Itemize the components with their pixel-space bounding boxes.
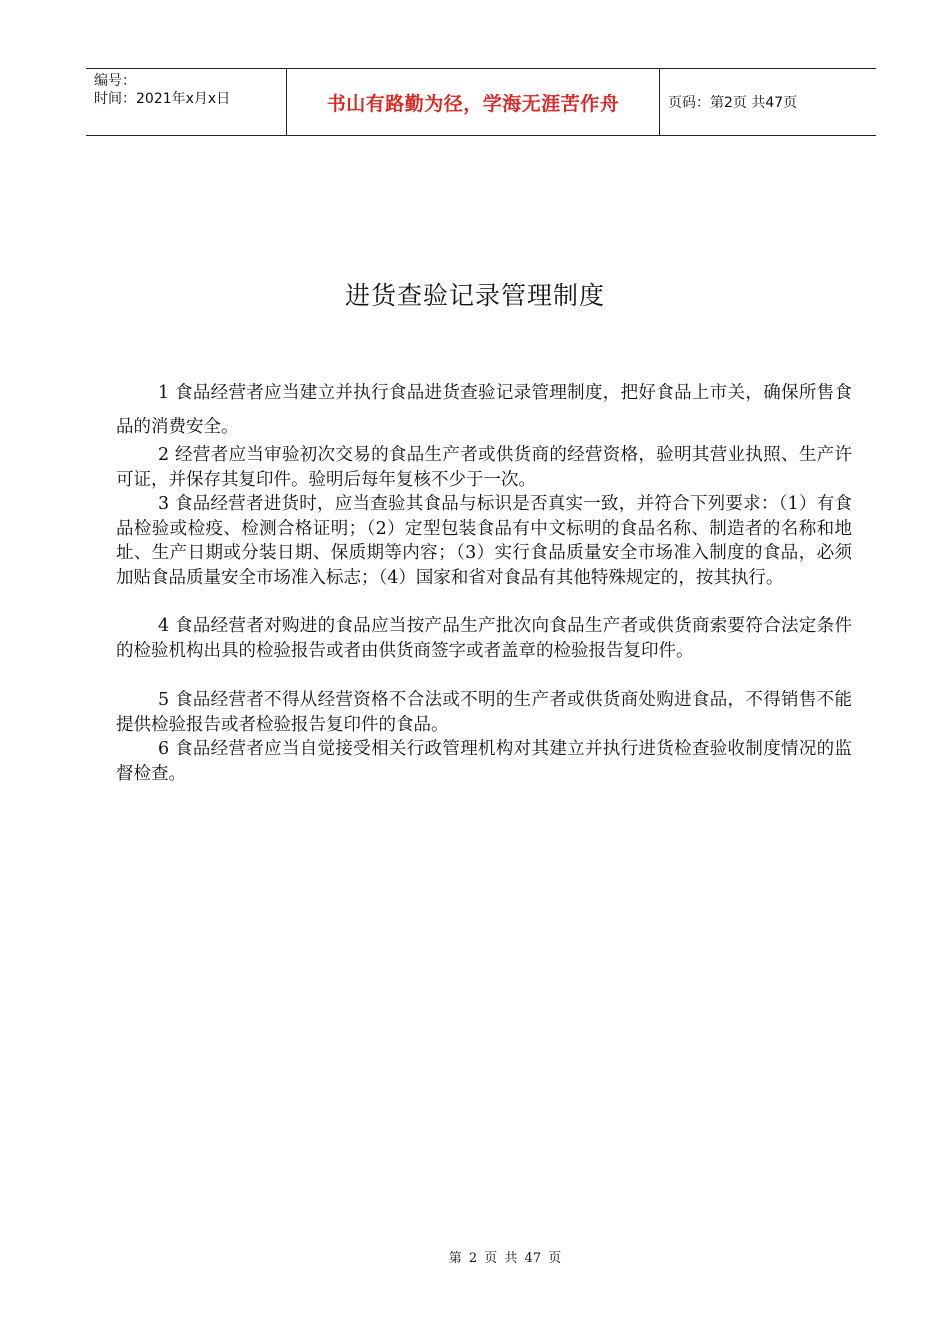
document-title: 进货查验记录管理制度	[344, 281, 605, 310]
page-footer: 第 2 页 共 47 页	[448, 1251, 562, 1266]
document-number-label: 编号：	[94, 73, 136, 89]
header-motto-cell	[287, 69, 660, 135]
paragraph-1: 1 食品经营者应当建立并执行食品进货查验记录管理制度，把好食品上市关，确保所售食品的消费安全。	[116, 383, 852, 437]
header-motto: 书山有路勤为径，学海无涯苦作舟	[326, 92, 620, 115]
paragraph-6: 6 食品经营者应当自觉接受相关行政管理机构对其建立并执行进货检查验收制度情况的监督检查。	[116, 739, 852, 784]
header-page-info-cell	[660, 69, 876, 135]
paragraph-4: 4 食品经营者对购进的食品应当按产品生产批次向食品生产者或供货商索要符合法定条件的检验机构出具的检验报告或者由供货商签字或者盖章的检验报告复印件。	[116, 616, 852, 661]
header-page-info: 页码：第2页 共47页	[668, 95, 798, 111]
paragraph-5: 5 食品经营者不得从经营资格不合法或不明的生产者或供货商处购进食品，不得销售不能提供检验报告或者检验报告复印件的食品。	[116, 690, 852, 735]
header-table	[86, 68, 876, 136]
document-date-label: 时间：2021年x月x日	[94, 91, 231, 107]
paragraph-2: 2 经营者应当审验初次交易的食品生产者或供货商的经营资格，验明其营业执照、生产许可证，并保存其复印件。验明后每年复核不少于一次。	[116, 445, 852, 490]
paragraph-3: 3 食品经营者进货时，应当查验其食品与标识是否真实一致，并符合下列要求：（1）有食品检验或检疫、检测合格证明；（2）定型包装食品有中文标明的食品名称、制造者的名称和地址、生产日期或分装日期、保质期等内容；（3）实行食品质量安全市场准入制度的食品，必须加贴食品质量安全市场准入标志；（4）国家和省对食品有其他特殊规定的，按其执行。	[116, 494, 852, 588]
header-meta-cell	[86, 69, 287, 135]
